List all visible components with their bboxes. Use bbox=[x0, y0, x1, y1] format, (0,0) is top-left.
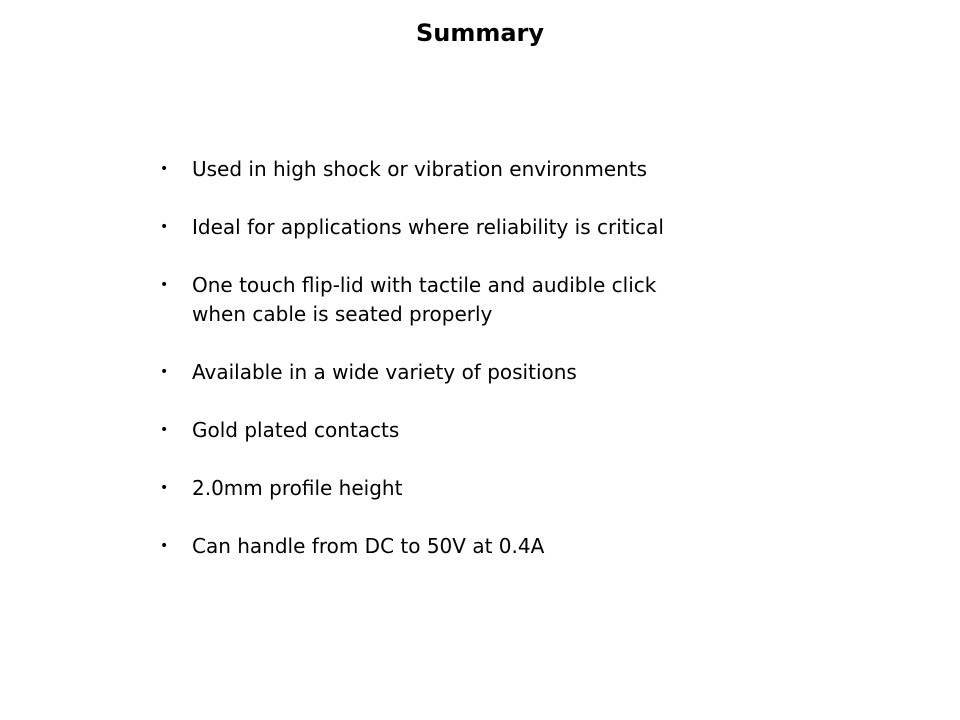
bullet-text: Used in high shock or vibration environments bbox=[192, 157, 648, 181]
bullet-text: Gold plated contacts bbox=[192, 418, 400, 442]
bullet-item-6 bbox=[160, 474, 840, 503]
bullet-dot-icon: • bbox=[160, 538, 169, 554]
bullet-dot-icon: • bbox=[160, 480, 169, 496]
bullet-text: Can handle from DC to 50V at 0.4A bbox=[192, 534, 545, 558]
bullet-dot-icon: • bbox=[160, 219, 169, 235]
bullet-item-2 bbox=[160, 213, 840, 242]
bullet-text: One touch flip-lid with tactile and audible click bbox=[192, 273, 657, 297]
slide-title: Summary bbox=[415, 19, 545, 47]
bullet-item-7 bbox=[160, 532, 840, 561]
bullet-dot-icon: • bbox=[160, 364, 169, 380]
bullet-item-4 bbox=[160, 358, 840, 387]
bullet-item-5 bbox=[160, 416, 840, 445]
bullet-dot-icon: • bbox=[160, 161, 169, 177]
bullet-list bbox=[160, 155, 840, 590]
bullet-text: Ideal for applications where reliability is critical bbox=[192, 215, 664, 239]
bullet-item-3 bbox=[160, 271, 840, 329]
bullet-dot-icon: • bbox=[160, 277, 169, 293]
bullet-text: 2.0mm profile height bbox=[192, 476, 403, 500]
bullet-text-continued: when cable is seated properly bbox=[192, 302, 493, 326]
bullet-item-1 bbox=[160, 155, 840, 184]
bullet-dot-icon: • bbox=[160, 422, 169, 438]
bullet-text: Available in a wide variety of positions bbox=[192, 360, 577, 384]
